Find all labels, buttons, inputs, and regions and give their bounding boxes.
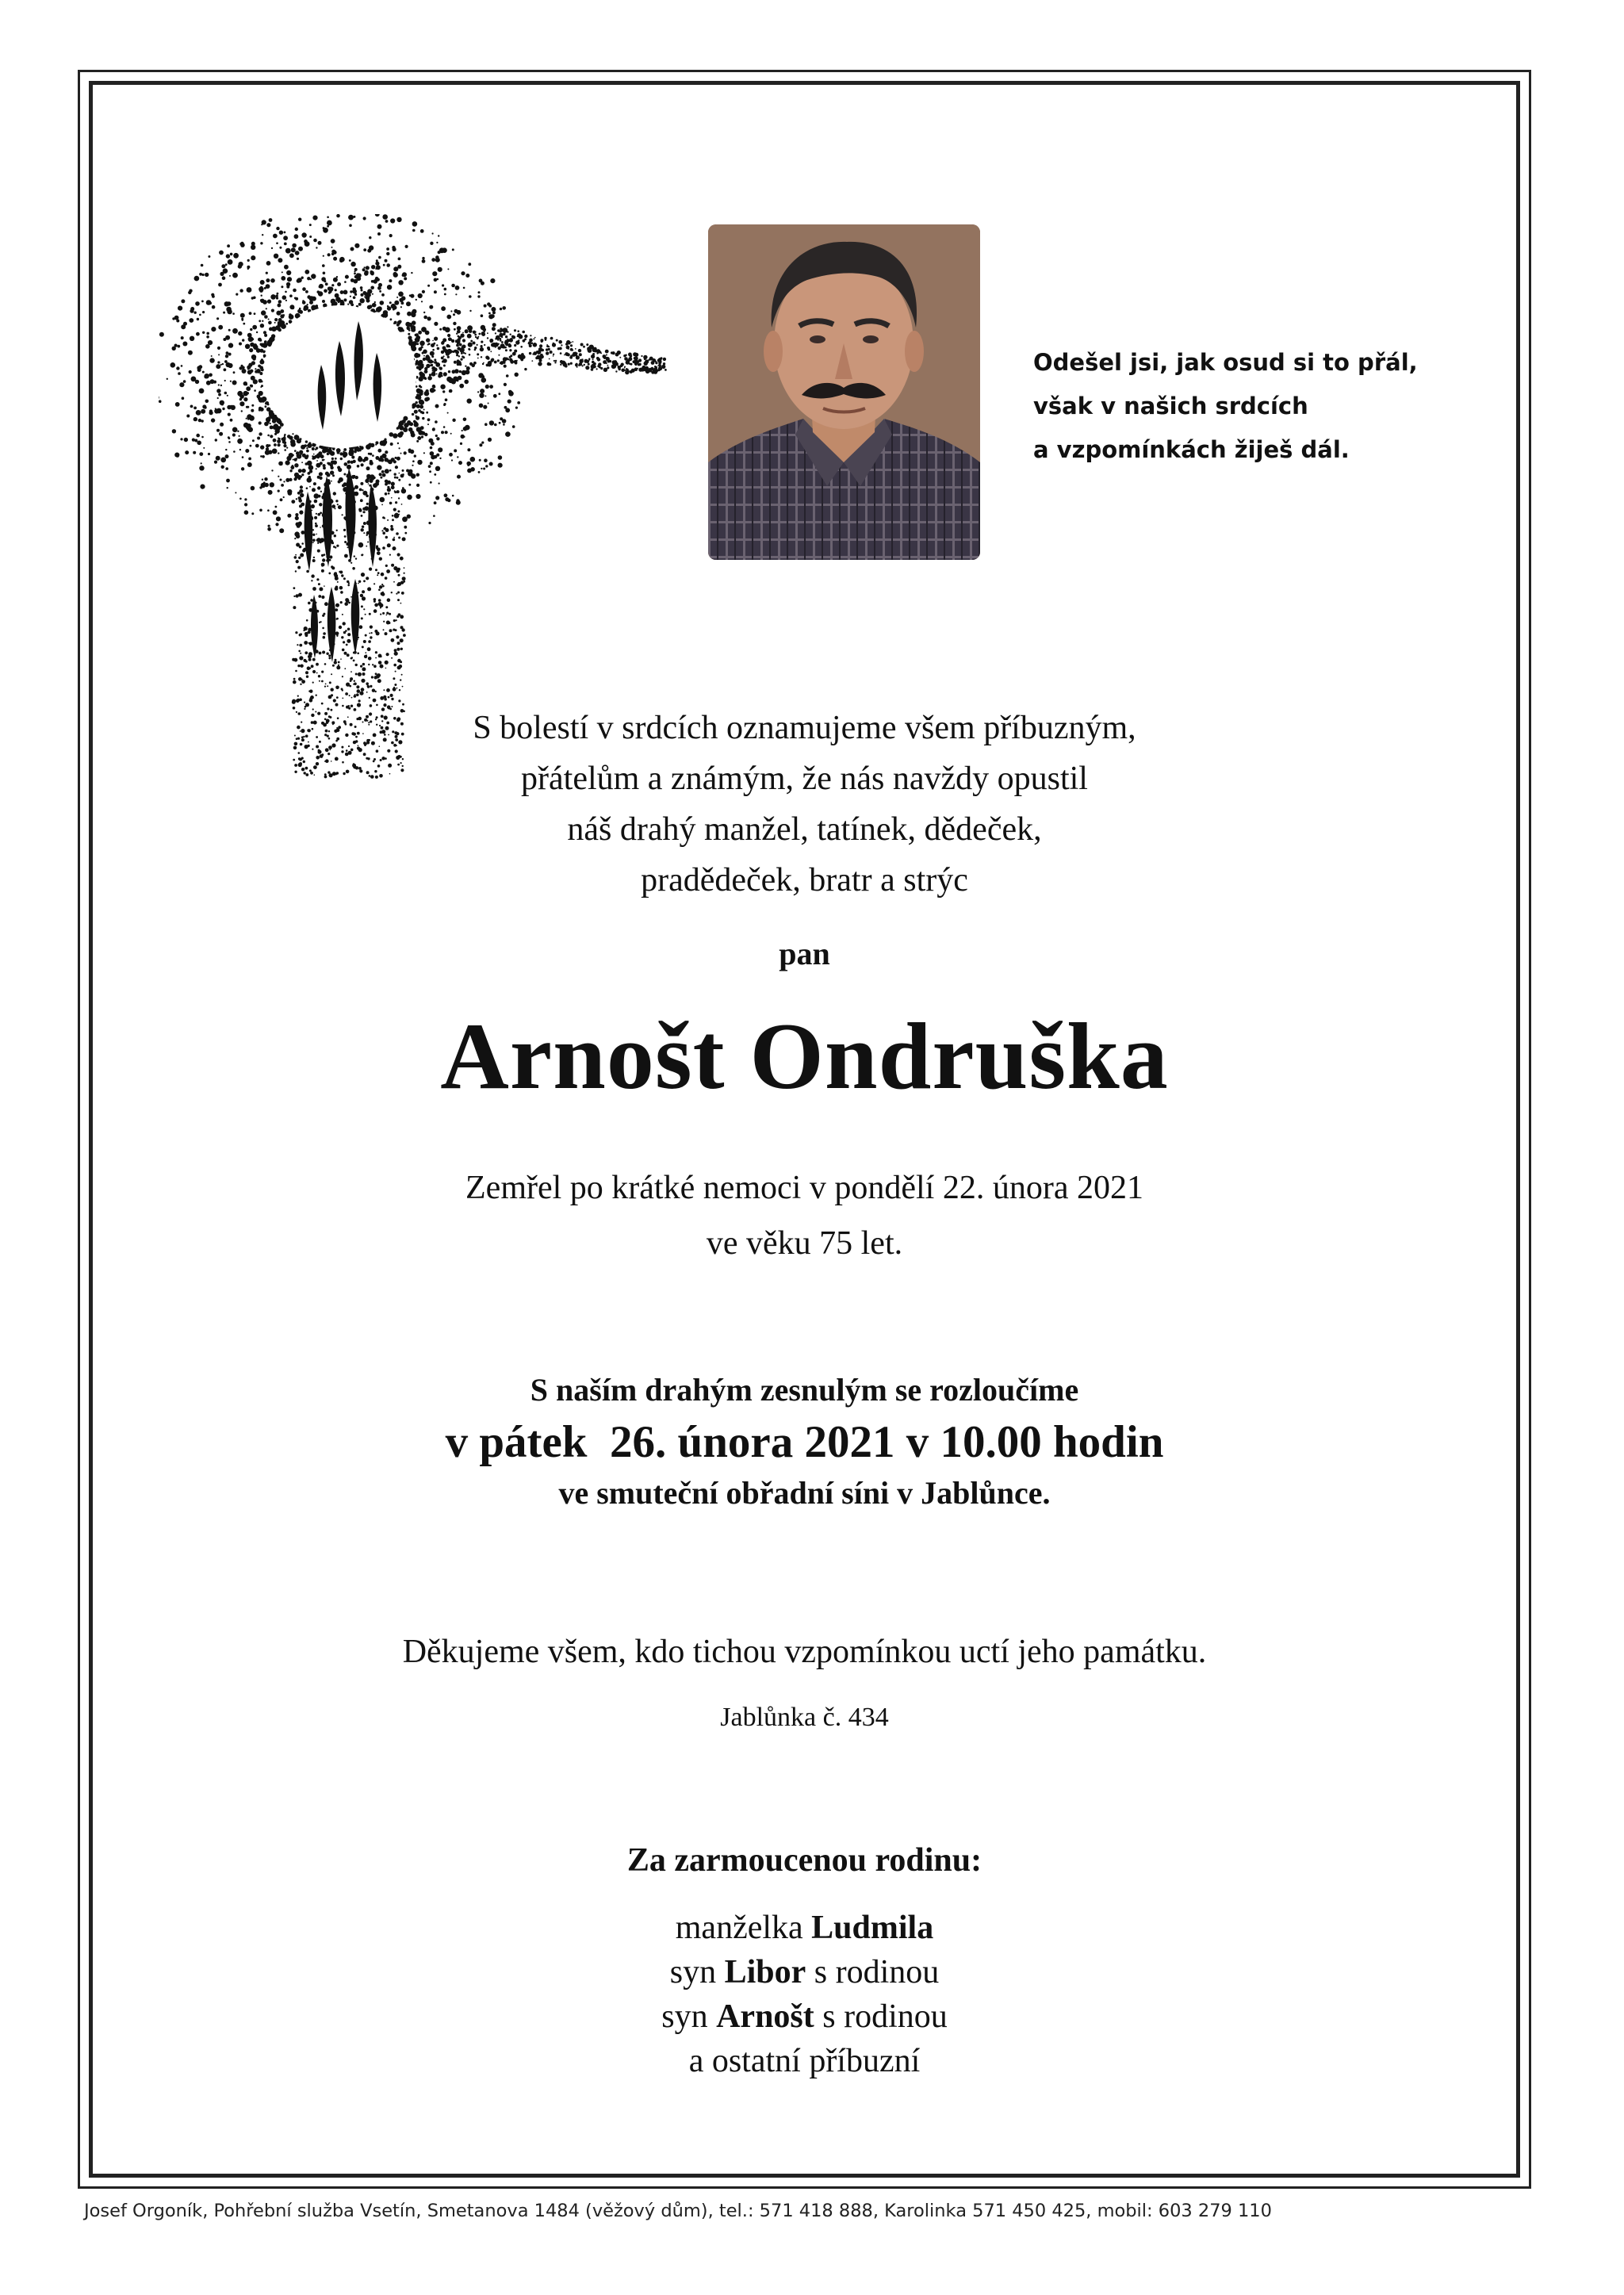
family-suffix: s rodinou bbox=[806, 1954, 940, 1990]
announcement-line: náš drahý manžel, tatínek, dědeček, bbox=[567, 811, 1042, 848]
family-member-name: Arnošt bbox=[716, 1998, 814, 2035]
portrait-photo bbox=[708, 224, 980, 560]
portrait-graphic bbox=[708, 224, 980, 560]
quote-line: a vzpomínkách žiješ dál. bbox=[1033, 436, 1350, 463]
family-relation: syn bbox=[669, 1954, 725, 1990]
family-list bbox=[89, 1906, 1520, 2083]
family-heading: Za zarmoucenou rodinu: bbox=[626, 1842, 982, 1879]
death-age-line: ve věku 75 let. bbox=[706, 1225, 903, 1262]
family-member bbox=[89, 1950, 1520, 1994]
family-address: Jablůnka č. 434 bbox=[720, 1703, 889, 1732]
family-member-name: Libor bbox=[724, 1954, 806, 1990]
title-prefix: pan bbox=[779, 936, 830, 971]
memorial-quote bbox=[1033, 341, 1446, 472]
family-relation: syn bbox=[661, 1998, 717, 2035]
funeral-datetime: v pátek 26. února 2021 v 10.00 hodin bbox=[445, 1417, 1164, 1467]
death-info bbox=[89, 1160, 1520, 1271]
thanks-text: Děkujeme všem, kdo tichou vzpomínkou uctí jeho památku. bbox=[402, 1634, 1207, 1670]
funeral-service-footer: Josef Orgoník, Pohřební služba Vsetín, Smetanova 1484 (věžový dům), tel.: 571 418 888, Karolinka 571 450 425, mobil: 603 279 110 bbox=[84, 2201, 1272, 2221]
announcement-text bbox=[89, 703, 1520, 906]
announcement-line: přátelům a známým, že nás navždy opustil bbox=[521, 761, 1088, 797]
announcement-line: pradědeček, bratr a strýc bbox=[641, 862, 968, 898]
family-relation: manželka bbox=[675, 1910, 812, 1946]
quote-line: však v našich srdcích bbox=[1033, 393, 1308, 420]
family-relation: a ostatní příbuzní bbox=[688, 2043, 921, 2079]
family-member bbox=[89, 1906, 1520, 1950]
announcement-line: S bolestí v srdcích oznamujeme všem příbuzným, bbox=[473, 710, 1136, 746]
deceased-name: Arnošt Ondruška bbox=[440, 1003, 1169, 1109]
family-member bbox=[89, 2039, 1520, 2083]
family-member-name: Ludmila bbox=[811, 1910, 934, 1946]
quote-line: Odešel jsi, jak osud si to přál, bbox=[1033, 349, 1418, 376]
funeral-place: ve smuteční obřadní síni v Jablůnce. bbox=[558, 1475, 1051, 1511]
funeral-intro: S naším drahým zesnulým se rozloučíme bbox=[530, 1372, 1079, 1408]
family-member bbox=[89, 1994, 1520, 2039]
death-date-line: Zemřel po krátké nemoci v pondělí 22. února 2021 bbox=[465, 1170, 1143, 1206]
family-suffix: s rodinou bbox=[814, 1998, 948, 2035]
